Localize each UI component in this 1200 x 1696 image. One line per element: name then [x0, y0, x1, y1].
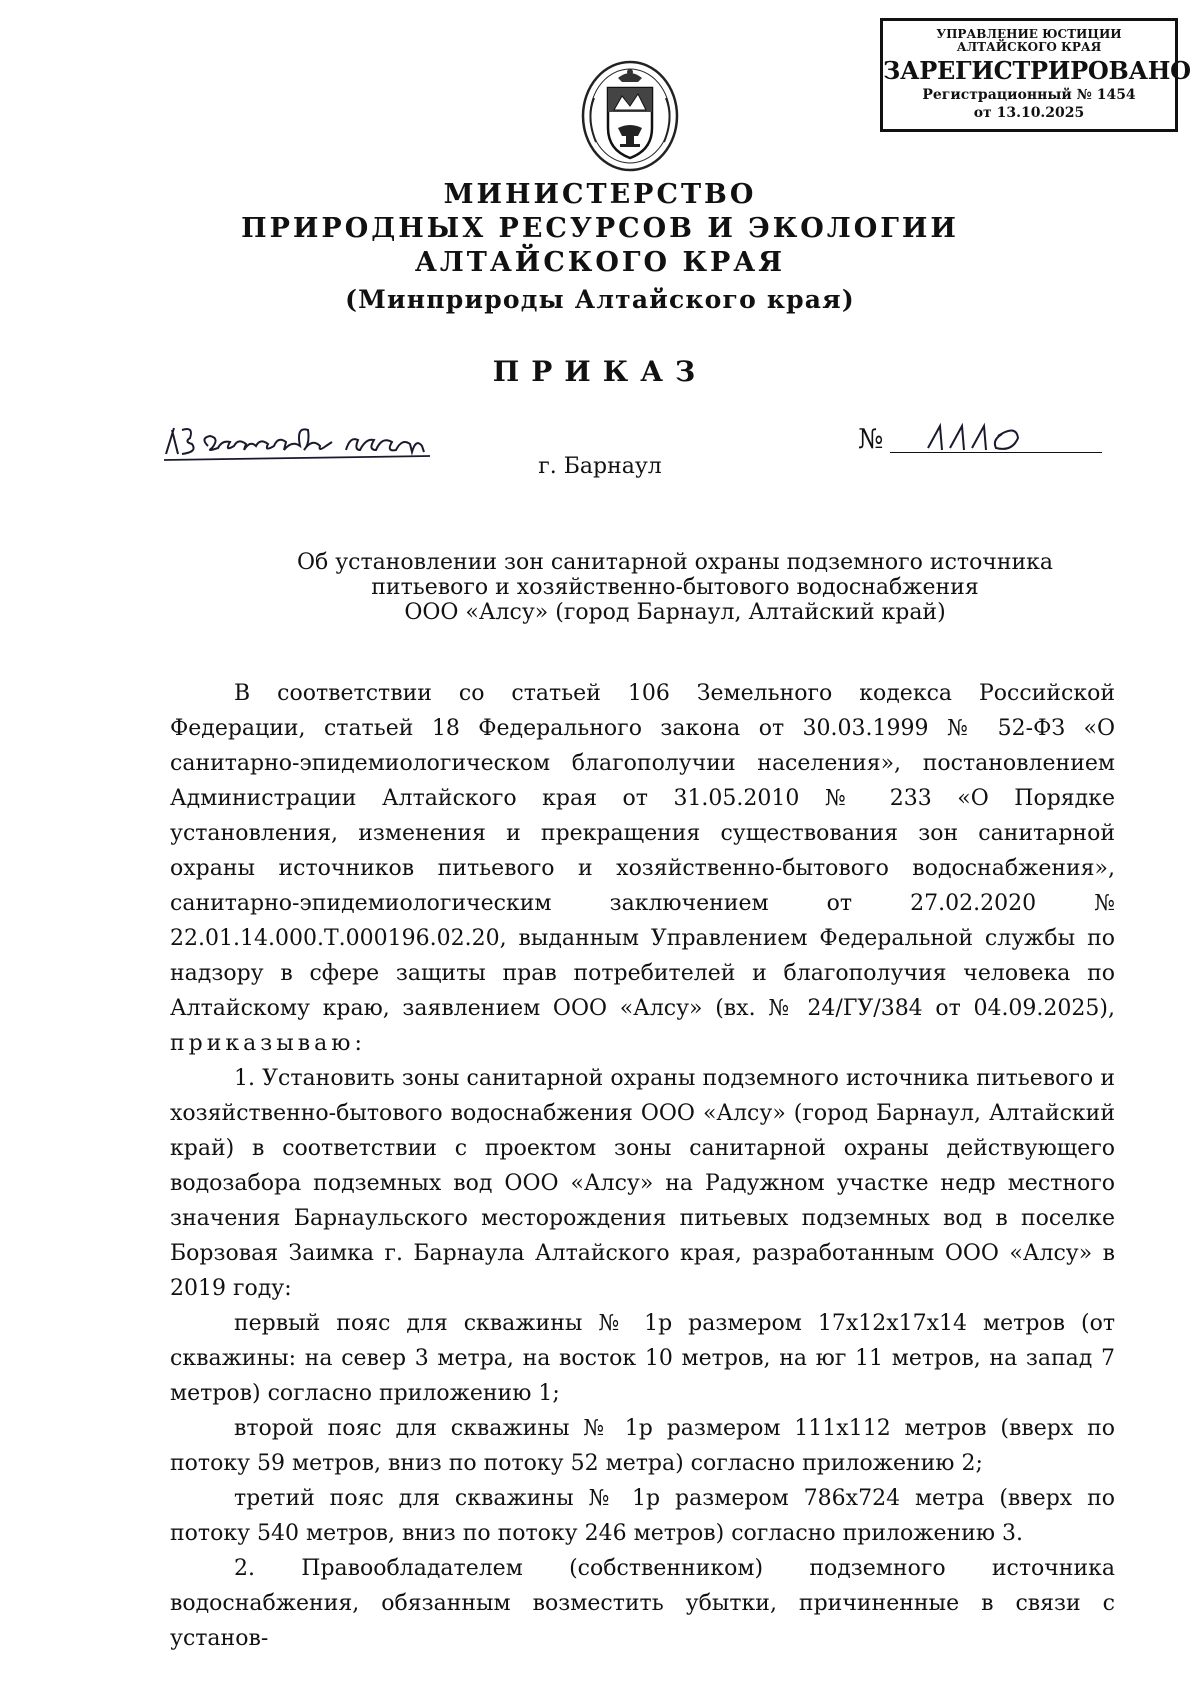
belt-2-paragraph: второй пояс для скважины № 1р размером 111x112 метров (вверх по потоку 59 метров, вниз по потоку 52 метра) согласно приложению 2; — [170, 1416, 1115, 1476]
preamble-text: В соответствии со статьей 106 Земельного кодекса Российской Федерации, статьей 18 Федерального закона от 30.03.1999 № 52-ФЗ «О санитарно-эпидемиологическом благополучии населения», постановлением Администрации Алтайского края от 31.05.2010 № 233 «О Порядке установления, изменения и прекращения существования зон санитарной охраны источников питьевого и хозяйственно-бытового водоснабжения», санитарно-эпидемиологическим заключением от 27.02.2020 № 22.01.14.000.Т.000196.02.20, выданным Управлением Федеральной службы по надзору в сфере защиты прав потребителей и благополучия человека по Алтайскому краю, заявлением ООО «Алсу» (вх. № 24/ГУ/384 от 04.09.2025), — [170, 681, 1115, 1021]
coat-of-arms-icon — [578, 58, 682, 174]
subject-line3: ООО «Алсу» (город Барнаул, Алтайский край) — [404, 600, 946, 625]
stamp-status: ЗАРЕГИСТРИРОВАНО — [883, 56, 1191, 85]
stamp-reg-date: от 13.10.2025 — [973, 105, 1085, 121]
stamp-reg-number: Регистрационный № 1454 — [922, 87, 1136, 103]
registration-stamp — [880, 18, 1191, 132]
item-2-paragraph: 2. Правообладателем (собственником) подземного источника водоснабжения, обязанным возместить убытки, причиненные в связи с установ- — [170, 1556, 1115, 1651]
stamp-org-line2: АЛТАЙСКОГО КРАЯ — [956, 40, 1102, 54]
ministry-short-name: (Минприроды Алтайского края) — [345, 285, 855, 314]
ministry-name-line2: ПРИРОДНЫХ РЕСУРСОВ И ЭКОЛОГИИ — [241, 213, 959, 244]
order-body — [170, 676, 1115, 1656]
ministry-name-line1: МИНИСТЕРСТВО — [443, 179, 757, 210]
order-verb: приказываю: — [170, 1031, 366, 1056]
preamble-paragraph — [170, 676, 1115, 1061]
subject-line1: Об установлении зон санитарной охраны подземного источника — [296, 550, 1054, 575]
city-name: г. Барнаул — [538, 454, 662, 479]
document-type-title: ПРИКАЗ — [492, 355, 708, 388]
subject-line2: питьевого и хозяйственно-бытового водоснабжения — [371, 575, 979, 600]
ministry-name-line3: АЛТАЙСКОГО КРАЯ — [414, 247, 786, 278]
order-number-label: № — [858, 424, 884, 455]
belt-3-paragraph: третий пояс для скважины № 1р размером 786x724 метра (вверх по потоку 540 метров, вниз по потоку 246 метров) согласно приложению 3. — [170, 1486, 1115, 1546]
stamp-org-line1: УПРАВЛЕНИЕ ЮСТИЦИИ — [936, 27, 1122, 41]
item-1-paragraph: 1. Установить зоны санитарной охраны подземного источника питьевого и хозяйственно-бытового водоснабжения ООО «Алсу» (город Барнаул, Алтайский край) в соответствии с проектом зоны санитарной охраны действующего водозабора подземных вод ООО «Алсу» на Радужном участке недр местного значения Барнаульского месторождения питьевых подземных вод в поселке Борзовая Заимка г. Барнаула Алтайского края, разработанным ООО «Алсу» в 2019 году: — [170, 1066, 1115, 1301]
belt-1-paragraph: первый пояс для скважины № 1р размером 17x12x17x14 метров (от скважины: на север 3 метра, на восток 10 метров, на юг 11 метров, на запад 7 метров) согласно приложению 1; — [170, 1311, 1115, 1406]
order-subject — [170, 550, 1180, 625]
